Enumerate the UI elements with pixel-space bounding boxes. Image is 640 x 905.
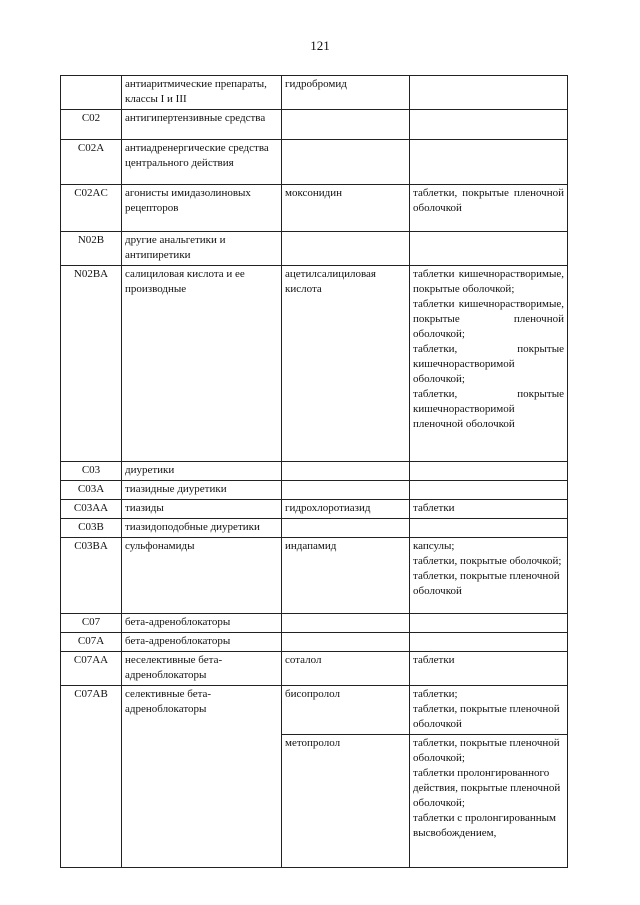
- form-cell: [410, 232, 568, 266]
- drug-cell: [282, 110, 410, 140]
- table-row: [61, 614, 568, 633]
- atc-code-cell: C02A: [61, 140, 122, 185]
- table-row: [61, 519, 568, 538]
- group-cell: диуретики: [122, 462, 282, 481]
- group-cell: антигипертензивные средства: [122, 110, 282, 140]
- group-cell: тиазидоподобные диуретики: [122, 519, 282, 538]
- group-cell: салициловая кислота и ее производные: [122, 266, 282, 462]
- table-row: [61, 633, 568, 652]
- group-cell: тиазидные диуретики: [122, 481, 282, 500]
- group-cell: антиадренергические средства центрального действия: [122, 140, 282, 185]
- table-row: [61, 686, 568, 735]
- group-cell: сульфонамиды: [122, 538, 282, 614]
- table-row: [61, 140, 568, 185]
- atc-code-cell: C02AC: [61, 185, 122, 232]
- form-cell: таблетки кишечнорастворимые, покрытые оболочкой; таблетки кишечнорастворимые, покрытые пленочной оболочкой; таблетки, покрытые кишечнорастворимой оболочкой; таблетки, покрытые кишечнорастворимой пленочной оболочкой: [410, 266, 568, 462]
- group-cell: бета-адреноблокаторы: [122, 614, 282, 633]
- form-cell: [410, 633, 568, 652]
- drug-classification-table: [60, 75, 568, 868]
- atc-code-cell: C07AA: [61, 652, 122, 686]
- atc-code-cell: C07AB: [61, 686, 122, 868]
- atc-code-cell: N02B: [61, 232, 122, 266]
- drug-cell: моксонидин: [282, 185, 410, 232]
- drug-cell: [282, 481, 410, 500]
- form-cell: таблетки, покрытые пленочной оболочкой: [410, 185, 568, 232]
- atc-code-cell: N02BA: [61, 266, 122, 462]
- drug-cell: метопролол: [282, 735, 410, 868]
- atc-code-cell: C03A: [61, 481, 122, 500]
- group-cell: агонисты имидазолиновых рецепторов: [122, 185, 282, 232]
- drug-cell: [282, 462, 410, 481]
- drug-cell: соталол: [282, 652, 410, 686]
- group-cell: другие анальгетики и антипиретики: [122, 232, 282, 266]
- atc-code-cell: C03AA: [61, 500, 122, 519]
- atc-code-cell: C03B: [61, 519, 122, 538]
- form-cell: таблетки: [410, 652, 568, 686]
- form-cell: таблетки; таблетки, покрытые пленочной оболочкой: [410, 686, 568, 735]
- table-row: [61, 462, 568, 481]
- group-cell: неселективные бета-адреноблокаторы: [122, 652, 282, 686]
- form-cell: капсулы; таблетки, покрытые оболочкой; таблетки, покрытые пленочной оболочкой: [410, 538, 568, 614]
- drug-cell: [282, 633, 410, 652]
- table-row: [61, 538, 568, 614]
- table-row: [61, 76, 568, 110]
- drug-cell: [282, 614, 410, 633]
- drug-cell: бисопролол: [282, 686, 410, 735]
- table-row: [61, 185, 568, 232]
- atc-code-cell: C07: [61, 614, 122, 633]
- table-row: [61, 481, 568, 500]
- form-cell: [410, 110, 568, 140]
- table-row: [61, 266, 568, 462]
- form-cell: таблетки: [410, 500, 568, 519]
- drug-cell: [282, 519, 410, 538]
- table-row: [61, 232, 568, 266]
- atc-code-cell: C03BA: [61, 538, 122, 614]
- group-cell: бета-адреноблокаторы: [122, 633, 282, 652]
- atc-code-cell: [61, 76, 122, 110]
- drug-cell: гидробромид: [282, 76, 410, 110]
- group-cell: селективные бета-адреноблокаторы: [122, 686, 282, 868]
- form-cell: [410, 519, 568, 538]
- atc-code-cell: C02: [61, 110, 122, 140]
- drug-cell: [282, 232, 410, 266]
- atc-code-cell: C03: [61, 462, 122, 481]
- group-cell: антиаритмические препараты, классы I и III: [122, 76, 282, 110]
- drug-cell: ацетилсалициловая кислота: [282, 266, 410, 462]
- table-row: [61, 500, 568, 519]
- form-cell: [410, 76, 568, 110]
- table-row: [61, 652, 568, 686]
- form-cell: [410, 614, 568, 633]
- atc-code-cell: C07A: [61, 633, 122, 652]
- page-number: 121: [310, 38, 330, 53]
- drug-cell: [282, 140, 410, 185]
- form-cell: [410, 140, 568, 185]
- group-cell: тиазиды: [122, 500, 282, 519]
- table-row: [61, 110, 568, 140]
- drug-cell: гидрохлоротиазид: [282, 500, 410, 519]
- drug-cell: индапамид: [282, 538, 410, 614]
- form-cell: [410, 481, 568, 500]
- form-cell: [410, 462, 568, 481]
- form-cell: таблетки, покрытые пленочной оболочкой; таблетки пролонгированного действия, покрытые пленочной оболочкой; таблетки с пролонгированным высвобождением,: [410, 735, 568, 868]
